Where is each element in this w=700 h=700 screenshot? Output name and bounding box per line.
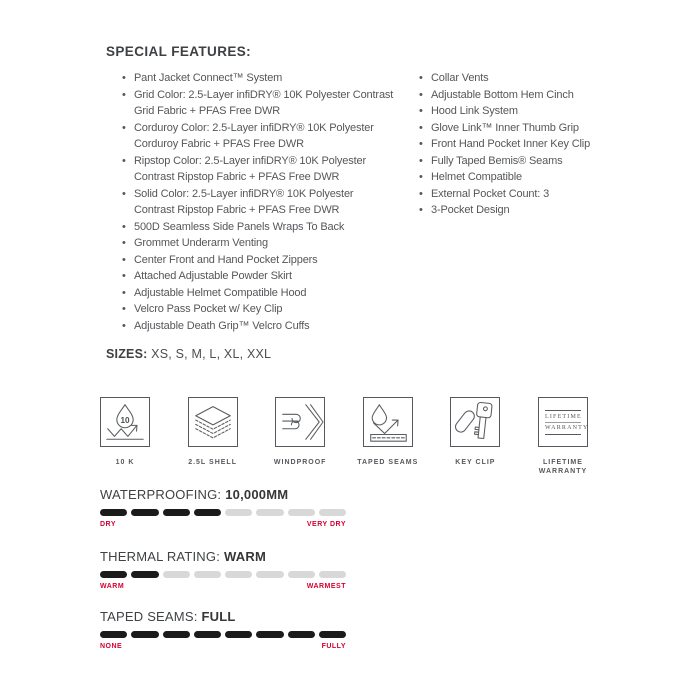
icon-label-key-clip: KEY CLIP bbox=[455, 459, 496, 466]
rating-label: THERMAL RATING: bbox=[100, 549, 221, 564]
bullet-icon: • bbox=[419, 187, 423, 200]
icon-label-shell: 2.5L SHELL bbox=[188, 459, 237, 466]
rating-scale bbox=[100, 583, 346, 590]
feature-item bbox=[403, 70, 612, 87]
rating-segment-empty bbox=[256, 571, 283, 578]
feature-text: Glove Link™ Inner Thumb Grip bbox=[431, 121, 579, 134]
feature-text: Solid Color: 2.5-Layer infiDRY® 10K Polyester Contrast Ripstop Fabric + PFAS Free DWR bbox=[134, 187, 354, 216]
feature-item bbox=[403, 153, 612, 170]
special-features-right-list bbox=[403, 70, 612, 219]
feature-text: Adjustable Helmet Compatible Hood bbox=[134, 286, 307, 299]
rating-title bbox=[100, 488, 346, 502]
rating-segment-empty bbox=[225, 571, 252, 578]
feature-item bbox=[106, 235, 396, 252]
rating-bar bbox=[100, 631, 346, 638]
rating-segment-empty bbox=[225, 509, 252, 516]
rating-segment-filled bbox=[100, 509, 127, 516]
rating-title bbox=[100, 610, 346, 624]
bullet-icon: • bbox=[122, 72, 126, 84]
feature-text: Fully Taped Bemis® Seams bbox=[431, 154, 563, 167]
rating-value: 10,000MM bbox=[225, 487, 289, 502]
bullet-icon: • bbox=[122, 154, 126, 167]
bullet-icon: • bbox=[122, 286, 126, 299]
feature-icon-cell-taped-seams bbox=[357, 397, 419, 466]
rating-thermal bbox=[100, 550, 346, 590]
bullet-icon: • bbox=[122, 237, 126, 249]
feature-item bbox=[403, 202, 612, 219]
feature-icon-cell-key-clip bbox=[450, 397, 500, 466]
icon-label-taped-seams: TAPED SEAMS bbox=[357, 459, 419, 466]
feature-text: Helmet Compatible bbox=[431, 171, 522, 183]
rating-min-label: WARM bbox=[100, 583, 125, 590]
rating-max-label: WARMEST bbox=[306, 583, 346, 590]
bullet-icon: • bbox=[122, 88, 126, 101]
bullet-icon: • bbox=[419, 88, 423, 101]
rating-value: FULL bbox=[201, 609, 236, 624]
feature-text: Center Front and Hand Pocket Zippers bbox=[134, 253, 318, 266]
waterproof-10k-icon bbox=[100, 397, 150, 447]
rating-min-label: NONE bbox=[100, 643, 123, 650]
feature-item bbox=[403, 87, 612, 104]
bullet-icon: • bbox=[122, 253, 126, 266]
feature-text: Front Hand Pocket Inner Key Clip bbox=[431, 138, 591, 150]
bullet-icon: • bbox=[122, 121, 126, 134]
feature-text: Corduroy Color: 2.5-Layer infiDRY® 10K Polyester Corduroy Fabric + PFAS Free DWR bbox=[134, 121, 374, 150]
lifetime-warranty-icon bbox=[538, 397, 588, 447]
lifetime-warranty-badge bbox=[544, 410, 589, 435]
sizes-label: SIZES: bbox=[106, 347, 148, 361]
rating-segment-filled bbox=[225, 631, 252, 638]
rating-scale bbox=[100, 521, 346, 528]
icon-label-10k: 10 K bbox=[115, 459, 135, 466]
rating-segment-empty bbox=[319, 571, 346, 578]
rating-segment-empty bbox=[163, 571, 190, 578]
rating-segment-empty bbox=[319, 509, 346, 516]
bullet-icon: • bbox=[122, 319, 126, 332]
icon-label-lifetime-warranty: LIFETIME WARRANTY bbox=[538, 459, 588, 475]
rating-label: WATERPROOFING: bbox=[100, 487, 222, 502]
feature-text: Adjustable Death Grip™ Velcro Cuffs bbox=[134, 319, 310, 332]
bullet-icon: • bbox=[419, 121, 423, 134]
feature-text: Collar Vents bbox=[431, 72, 489, 84]
bullet-icon: • bbox=[419, 204, 423, 216]
windproof-icon bbox=[275, 397, 325, 447]
bullet-icon: • bbox=[419, 72, 423, 84]
feature-icon-cell-lifetime-warranty bbox=[538, 397, 589, 475]
feature-text: Pant Jacket Connect™ System bbox=[134, 72, 283, 84]
bullet-icon: • bbox=[419, 138, 423, 150]
feature-item bbox=[106, 87, 396, 120]
waterproof-rating-number: 10 bbox=[120, 415, 130, 425]
rating-value: WARM bbox=[224, 549, 266, 564]
rating-segment-filled bbox=[163, 509, 190, 516]
rating-segment-filled bbox=[288, 631, 315, 638]
rating-segment-empty bbox=[288, 509, 315, 516]
feature-icon-cell-shell bbox=[188, 397, 238, 466]
feature-item bbox=[106, 120, 396, 153]
badge-line-warranty: WARRANTY bbox=[544, 425, 589, 431]
rating-segment-filled bbox=[319, 631, 346, 638]
bullet-icon: • bbox=[122, 187, 126, 200]
rating-taped-seams bbox=[100, 610, 346, 650]
rating-segment-filled bbox=[131, 509, 158, 516]
feature-text: Attached Adjustable Powder Skirt bbox=[134, 270, 292, 282]
feature-item bbox=[106, 268, 396, 285]
rating-segment-empty bbox=[256, 509, 283, 516]
rating-segment-empty bbox=[194, 571, 221, 578]
bullet-icon: • bbox=[419, 171, 423, 183]
feature-item bbox=[106, 252, 396, 269]
special-features-section bbox=[106, 44, 612, 332]
feature-text: Grommet Underarm Venting bbox=[134, 237, 268, 249]
rating-title bbox=[100, 550, 346, 564]
feature-item bbox=[403, 120, 612, 137]
special-features-left-list bbox=[106, 70, 396, 334]
feature-item bbox=[106, 186, 396, 219]
bullet-icon: • bbox=[419, 105, 423, 117]
bullet-icon: • bbox=[122, 270, 126, 282]
feature-item bbox=[403, 186, 612, 203]
feature-item bbox=[106, 70, 396, 87]
rating-segment-filled bbox=[131, 571, 158, 578]
rating-segment-filled bbox=[131, 631, 158, 638]
key-clip-icon bbox=[450, 397, 500, 447]
sizes-line bbox=[106, 347, 271, 361]
feature-text: Adjustable Bottom Hem Cinch bbox=[431, 88, 574, 101]
feature-icon-cell-10k bbox=[100, 397, 150, 466]
rating-bar bbox=[100, 571, 346, 578]
bullet-icon: • bbox=[419, 154, 423, 167]
rating-segment-filled bbox=[100, 571, 127, 578]
special-features-title: SPECIAL FEATURES: bbox=[106, 44, 252, 59]
icon-label-windproof: WINDPROOF bbox=[273, 459, 327, 466]
feature-item bbox=[106, 219, 396, 236]
feature-item bbox=[106, 153, 396, 186]
feature-text: Ripstop Color: 2.5-Layer infiDRY® 10K Polyester Contrast Ripstop Fabric + PFAS Free DWR bbox=[134, 154, 366, 183]
rating-min-label: DRY bbox=[100, 521, 117, 528]
feature-icons-row bbox=[100, 397, 589, 475]
feature-item bbox=[106, 301, 396, 318]
feature-item bbox=[106, 285, 396, 302]
bullet-icon: • bbox=[122, 220, 126, 233]
rating-scale bbox=[100, 643, 346, 650]
sizes-value: XS, S, M, L, XL, XXL bbox=[151, 347, 272, 361]
rating-segment-filled bbox=[194, 509, 221, 516]
rating-segment-filled bbox=[256, 631, 283, 638]
rating-max-label: FULLY bbox=[321, 643, 346, 650]
feature-text: External Pocket Count: 3 bbox=[431, 187, 550, 200]
rating-bar bbox=[100, 509, 346, 516]
badge-line-lifetime: LIFETIME bbox=[545, 413, 581, 423]
rating-segment-filled bbox=[194, 631, 221, 638]
rating-max-label: VERY DRY bbox=[306, 521, 346, 528]
feature-item bbox=[403, 103, 612, 120]
feature-text: 500D Seamless Side Panels Wraps To Back bbox=[134, 220, 345, 233]
feature-text: Velcro Pass Pocket w/ Key Clip bbox=[134, 303, 283, 315]
rating-segment-filled bbox=[100, 631, 127, 638]
rating-segment-filled bbox=[163, 631, 190, 638]
shell-layers-icon bbox=[188, 397, 238, 447]
feature-icon-cell-windproof bbox=[273, 397, 327, 466]
feature-text: Hood Link System bbox=[431, 105, 518, 117]
rating-waterproofing bbox=[100, 488, 346, 528]
feature-text: Grid Color: 2.5-Layer infiDRY® 10K Polyester Contrast Grid Fabric + PFAS Free DWR bbox=[134, 88, 394, 117]
rating-label: TAPED SEAMS: bbox=[100, 609, 198, 624]
feature-item bbox=[403, 169, 612, 186]
feature-item bbox=[403, 136, 612, 153]
feature-text: 3-Pocket Design bbox=[431, 204, 510, 216]
feature-item bbox=[106, 318, 396, 335]
bullet-icon: • bbox=[122, 303, 126, 315]
taped-seams-icon bbox=[363, 397, 413, 447]
rating-segment-empty bbox=[288, 571, 315, 578]
